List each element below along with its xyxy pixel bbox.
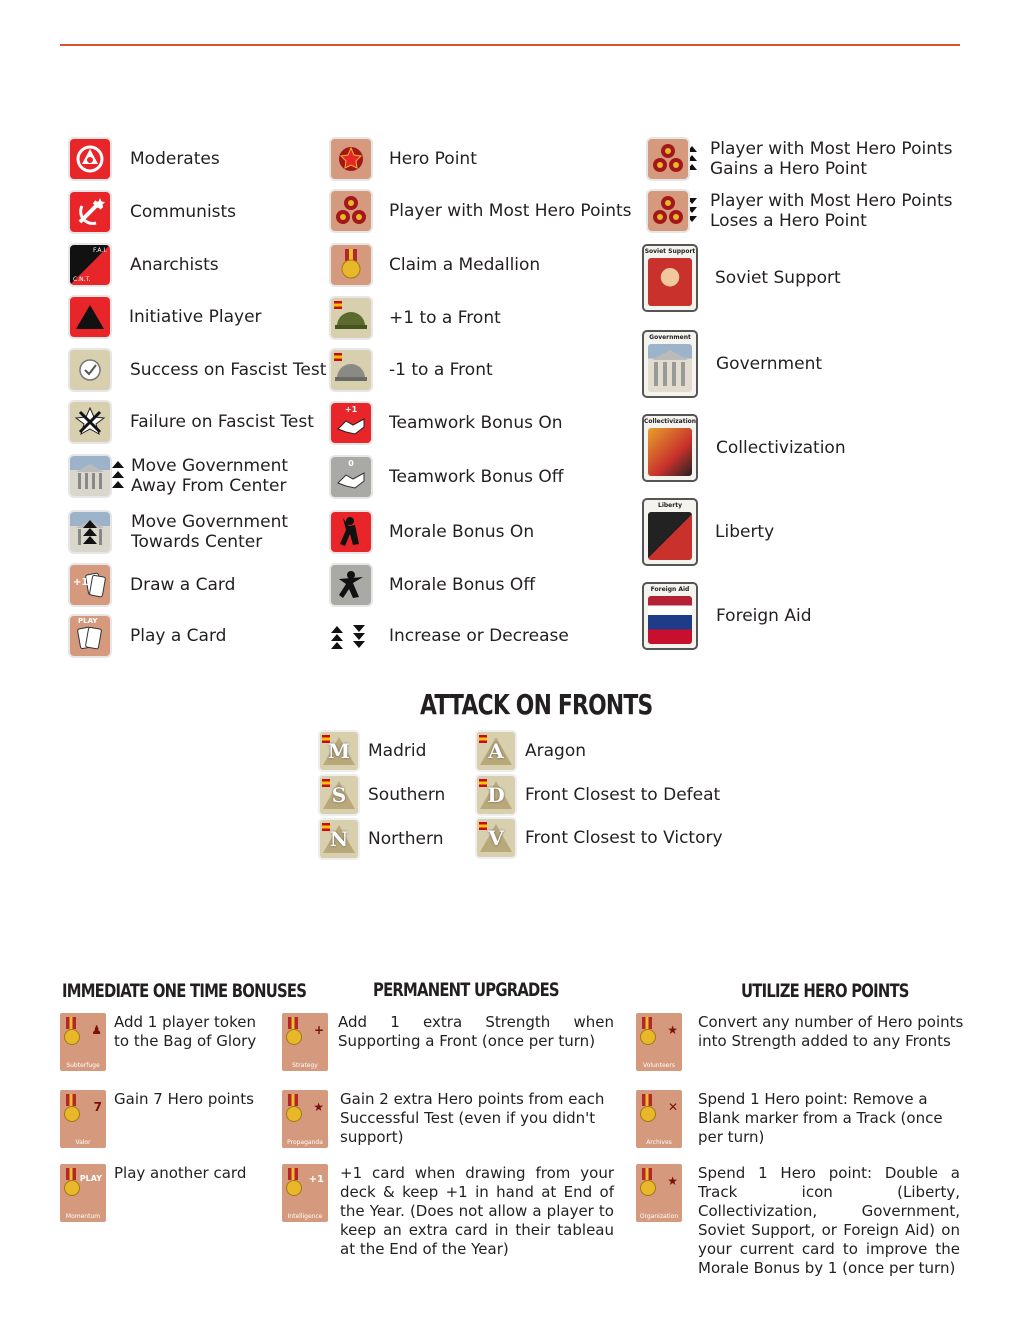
front-northern bbox=[320, 820, 443, 858]
bonus-momentum bbox=[60, 1164, 264, 1222]
legend-liberty bbox=[642, 498, 774, 566]
legend-most-hero-gains bbox=[648, 139, 955, 179]
legend-label: Failure on Fascist Test bbox=[130, 412, 314, 432]
front-label: Aragon bbox=[525, 741, 587, 761]
front-m-icon: M bbox=[320, 732, 358, 770]
legend-label: Increase or Decrease bbox=[389, 626, 569, 646]
bonus-organization bbox=[636, 1164, 960, 1278]
front-southern bbox=[320, 776, 445, 814]
arrows-up-icon bbox=[111, 459, 125, 493]
move-gov-away-icon bbox=[70, 456, 110, 496]
liberty-icon: Liberty bbox=[642, 498, 698, 566]
most-hero-points-icon bbox=[331, 191, 371, 231]
legend-failure bbox=[70, 402, 314, 442]
government-icon: Government bbox=[642, 330, 698, 398]
legend-play-card bbox=[70, 616, 226, 656]
play-card-icon: PLAY bbox=[70, 616, 110, 656]
legend-success bbox=[70, 350, 326, 390]
bonus-strategy bbox=[282, 1013, 614, 1071]
initiative-player-icon bbox=[70, 297, 110, 337]
morale-off-icon bbox=[331, 565, 371, 605]
legend-hero-point bbox=[331, 139, 477, 179]
legend-move-gov-towards bbox=[70, 512, 291, 552]
legend-soviet-support bbox=[642, 244, 841, 312]
legend-label: Communists bbox=[130, 202, 237, 222]
legend-label: Player with Most Hero Points Gains a Hero Point bbox=[710, 139, 953, 179]
front-label: Front Closest to Victory bbox=[525, 828, 723, 848]
bonus-archives bbox=[636, 1090, 960, 1148]
front-closest-defeat bbox=[477, 776, 720, 814]
teamwork-off-icon: 0 bbox=[331, 457, 371, 497]
legend-front-plus bbox=[331, 298, 501, 338]
medallion-icon bbox=[331, 245, 371, 285]
bonus-text: +1 card when drawing from your deck & keep +1 in hand at End of the Year. (Does not allow a player to keep an extra card in their tableau at the End of the Year) bbox=[340, 1164, 614, 1258]
archives-medal-icon: ✕ Archives bbox=[636, 1090, 682, 1148]
front-s-icon: S bbox=[320, 776, 358, 814]
legend-foreign-aid bbox=[642, 582, 811, 650]
legend-teamwork-off bbox=[331, 457, 563, 497]
bonus-valor bbox=[60, 1090, 264, 1148]
volunteers-medal-icon: ★ Volunteers bbox=[636, 1013, 682, 1071]
legend-front-minus bbox=[331, 350, 493, 390]
legend-label: Move Government Away From Center bbox=[131, 456, 289, 496]
legend-label: Player with Most Hero Points Loses a Hero Point bbox=[710, 191, 953, 231]
legend-most-hero bbox=[331, 191, 632, 231]
bonus-intelligence bbox=[282, 1164, 614, 1259]
legend-label: Success on Fascist Test bbox=[130, 360, 327, 380]
legend-label: Morale Bonus On bbox=[389, 522, 535, 542]
front-madrid bbox=[320, 732, 426, 770]
legend-label: Play a Card bbox=[130, 626, 227, 646]
most-hero-loses-icon bbox=[648, 191, 688, 231]
front-v-icon: V bbox=[477, 819, 515, 857]
legend-label: Move Government Towards Center bbox=[131, 512, 289, 552]
draw-card-icon: +1 bbox=[70, 565, 110, 605]
bonus-text: Add 1 extra Strength when Supporting a Front (once per turn) bbox=[338, 1013, 614, 1050]
front-minus-icon bbox=[331, 350, 371, 390]
legend-label: Anarchists bbox=[130, 255, 219, 275]
legend-label: Draw a Card bbox=[130, 575, 236, 595]
legend-medallion bbox=[331, 245, 540, 285]
legend-morale-on bbox=[331, 512, 534, 552]
legend-label: Foreign Aid bbox=[716, 606, 812, 626]
front-label: Northern bbox=[368, 829, 444, 849]
intelligence-medal-icon: +1 Intelligence bbox=[282, 1164, 328, 1222]
hero-point-icon bbox=[331, 139, 371, 179]
legend-label: Morale Bonus Off bbox=[389, 575, 536, 595]
communists-icon bbox=[70, 192, 110, 232]
immediate-title: IMMEDIATE ONE TIME BONUSES bbox=[62, 980, 307, 1002]
legend-label: Soviet Support bbox=[715, 268, 841, 288]
subterfuge-medal-icon: ♟ Subterfuge bbox=[60, 1013, 106, 1071]
legend-moderates bbox=[70, 139, 220, 179]
foreign-aid-icon: Foreign Aid bbox=[642, 582, 698, 650]
attack-title: ATTACK ON FRONTS bbox=[420, 688, 653, 721]
legend-label: Moderates bbox=[130, 149, 220, 169]
bonus-text: Gain 7 Hero points bbox=[114, 1090, 254, 1108]
legend-increase-decrease bbox=[331, 616, 569, 656]
front-d-icon: D bbox=[477, 776, 515, 814]
front-aragon bbox=[477, 732, 586, 770]
permanent-title: PERMANENT UPGRADES bbox=[373, 979, 559, 1001]
teamwork-on-icon: +1 bbox=[331, 403, 371, 443]
increase-decrease-icon bbox=[331, 616, 371, 656]
anarchists-icon: F.A.I. C.N.T. bbox=[70, 245, 110, 285]
success-test-icon bbox=[70, 350, 110, 390]
bonus-text: Spend 1 Hero point: Double a Track icon (Liberty, Collectivization, Government, Soviet Support, or Foreign Aid) on your current card to improve the Morale Bonus by 1 (once per turn) bbox=[698, 1164, 960, 1277]
legend-label: Liberty bbox=[715, 522, 775, 542]
strategy-medal-icon: + Strategy bbox=[282, 1013, 328, 1071]
header-rule bbox=[60, 44, 960, 46]
legend-anarchists bbox=[70, 245, 219, 285]
legend-government bbox=[642, 330, 822, 398]
legend-label: Hero Point bbox=[389, 149, 477, 169]
bonus-text: Spend 1 Hero point: Remove a Blank marker from a Track (once per turn) bbox=[698, 1090, 943, 1146]
legend-collectivization bbox=[642, 414, 846, 482]
front-a-icon: A bbox=[477, 732, 515, 770]
legend-label: Player with Most Hero Points bbox=[389, 201, 632, 221]
bonus-subterfuge bbox=[60, 1013, 264, 1071]
legend-communists bbox=[70, 192, 236, 232]
valor-medal-icon: 7 Valor bbox=[60, 1090, 106, 1148]
legend-label: -1 to a Front bbox=[389, 360, 493, 380]
legend-most-hero-loses bbox=[648, 191, 955, 231]
failure-test-icon bbox=[70, 402, 110, 442]
legend-label: Teamwork Bonus Off bbox=[389, 467, 564, 487]
utilize-title: UTILIZE HERO POINTS bbox=[741, 980, 909, 1002]
morale-on-icon bbox=[331, 512, 371, 552]
bonus-text: Convert any number of Hero points into Strength added to any Fronts bbox=[698, 1013, 964, 1050]
most-hero-gains-icon bbox=[648, 139, 688, 179]
move-gov-towards-icon bbox=[70, 512, 110, 552]
legend-teamwork-on bbox=[331, 403, 563, 443]
legend-label: Initiative Player bbox=[129, 307, 262, 327]
front-label: Southern bbox=[368, 785, 446, 805]
bonus-volunteers bbox=[636, 1013, 966, 1071]
organization-medal-icon: ★ Organization bbox=[636, 1164, 682, 1222]
bonus-propaganda bbox=[282, 1090, 622, 1148]
propaganda-medal-icon: ★ Propaganda bbox=[282, 1090, 328, 1148]
bonus-text: Add 1 player token to the Bag of Glory bbox=[114, 1013, 257, 1050]
legend-initiative bbox=[70, 297, 262, 337]
front-closest-victory bbox=[477, 819, 723, 857]
bonus-text: Gain 2 extra Hero points from each Successful Test (even if you didn't support) bbox=[340, 1090, 605, 1146]
front-label: Front Closest to Defeat bbox=[525, 785, 721, 805]
bonus-text: Play another card bbox=[114, 1164, 247, 1182]
moderates-icon bbox=[70, 139, 110, 179]
front-plus-icon bbox=[331, 298, 371, 338]
soviet-support-icon: Soviet Support bbox=[642, 244, 698, 312]
legend-label: Government bbox=[716, 354, 823, 374]
legend-move-gov-away bbox=[70, 456, 291, 496]
front-label: Madrid bbox=[368, 741, 427, 761]
legend-label: Claim a Medallion bbox=[389, 255, 541, 275]
momentum-medal-icon: PLAY Momentum bbox=[60, 1164, 106, 1222]
collectivization-icon: Collectivization bbox=[642, 414, 698, 482]
legend-draw-card bbox=[70, 565, 235, 605]
legend-label: Teamwork Bonus On bbox=[389, 413, 563, 433]
legend-label: +1 to a Front bbox=[389, 308, 501, 328]
front-n-icon: N bbox=[320, 820, 358, 858]
legend-label: Collectivization bbox=[716, 438, 846, 458]
legend-morale-off bbox=[331, 565, 535, 605]
